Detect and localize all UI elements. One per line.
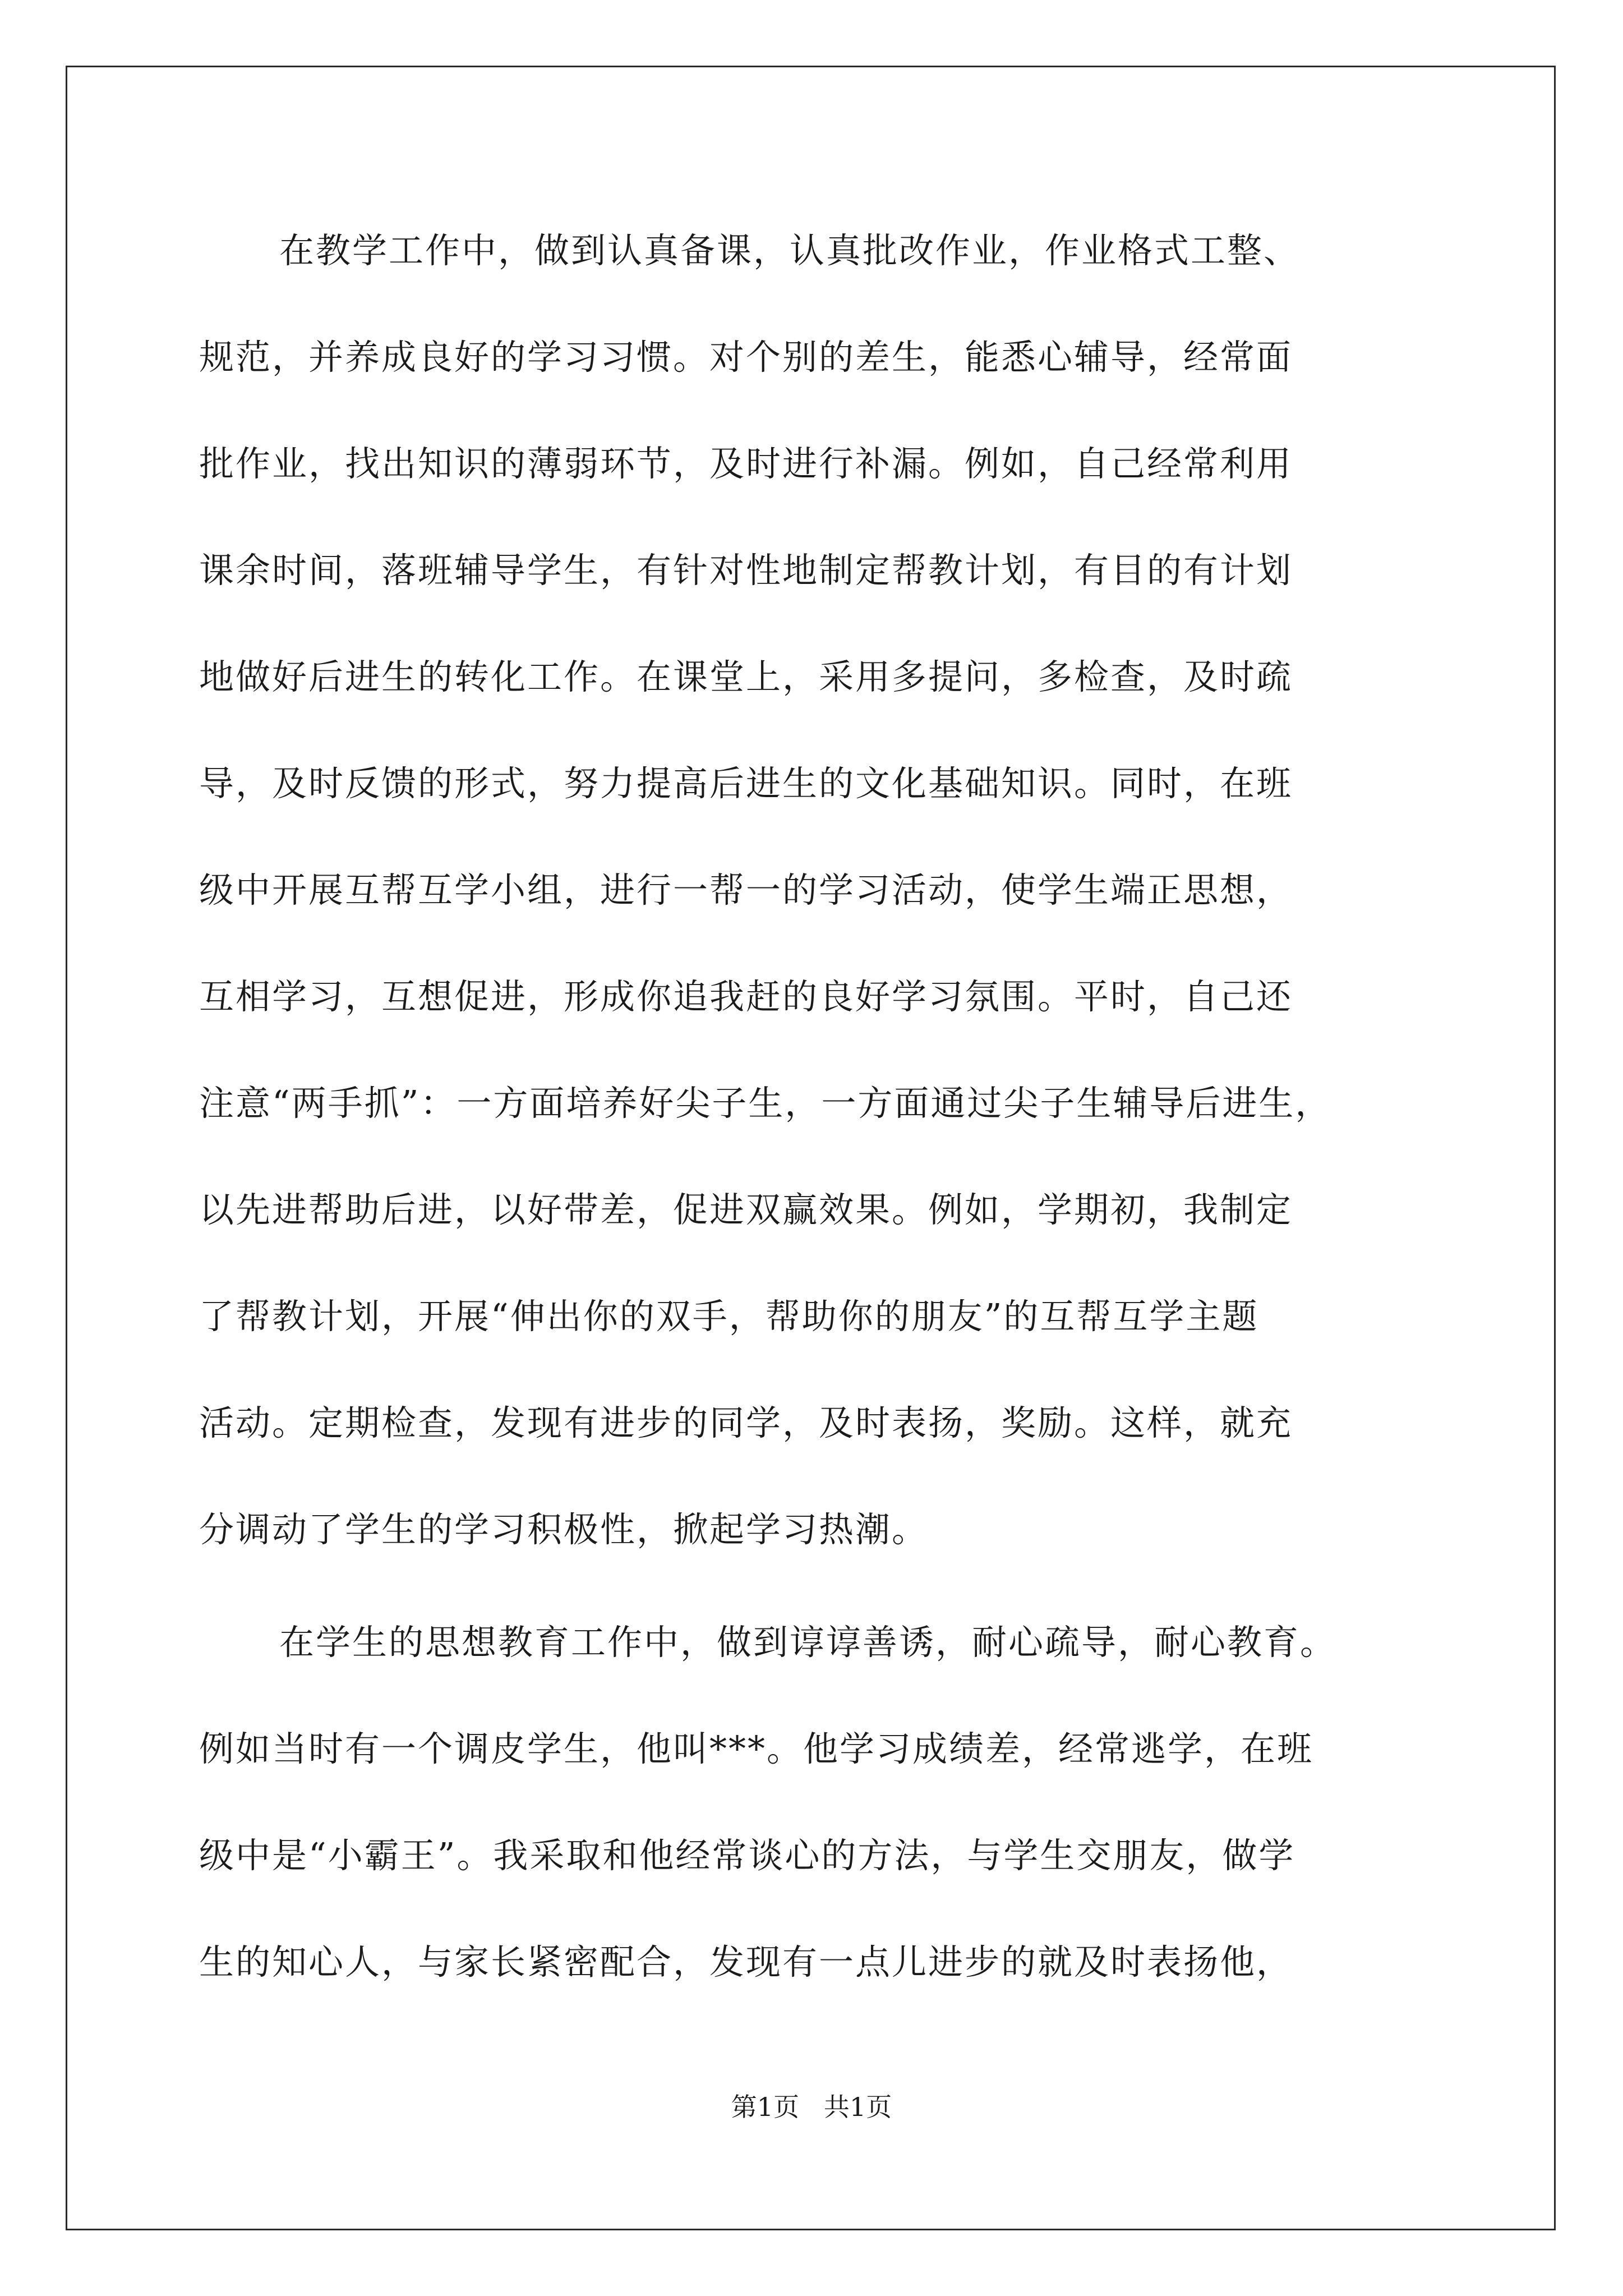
paragraph-line: 活动。定期检查，发现有进步的同学，及时表扬，奖励。这样，就充 <box>199 1402 1293 1443</box>
paragraph-line: 在教学工作中，做到认真备课，认真批改作业，作业格式工整、 <box>279 230 1301 271</box>
paragraph-line: 级中是“小霸王”。我采取和他经常谈心的方法，与学生交朋友，做学 <box>199 1835 1295 1876</box>
paragraph-line: 在学生的思想教育工作中，做到谆谆善诱，耐心疏导，耐心教育。 <box>279 1622 1337 1663</box>
paragraph-line: 批作业，找出知识的薄弱环节，及时进行补漏。例如，自己经常利用 <box>199 443 1293 484</box>
paragraph-line: 以先进帮助后进，以好带差，促进双赢效果。例如，学期初，我制定 <box>199 1189 1293 1230</box>
page-number-footer: 第1页 共1页 <box>731 2092 892 2122</box>
paragraph-line: 级中开展互帮互学小组，进行一帮一的学习活动，使学生端正思想， <box>199 869 1293 910</box>
paragraph-line: 导，及时反馈的形式，努力提高后进生的文化基础知识。同时，在班 <box>199 763 1293 804</box>
paragraph-line: 分调动了学生的学习积极性，掀起学习热潮。 <box>199 1509 929 1550</box>
paragraph-line: 地做好后进生的转化工作。在课堂上，采用多提问，多检查，及时疏 <box>199 656 1293 697</box>
paragraph-line: 规范，并养成良好的学习习惯。对个别的差生，能悉心辅导，经常面 <box>199 337 1293 378</box>
paragraph-line: 生的知心人，与家长紧密配合，发现有一点儿进步的就及时表扬他， <box>199 1941 1293 1982</box>
paragraph-line: 例如当时有一个调皮学生，他叫***。他学习成绩差，经常逃学，在班 <box>199 1728 1314 1769</box>
paragraph-line: 互相学习，互想促进，形成你追我赶的良好学习氛围。平时，自己还 <box>199 976 1293 1017</box>
paragraph-line: 注意“两手抓”：一方面培养好尖子生，一方面通过尖子生辅导后进生， <box>199 1083 1332 1124</box>
paragraph-line: 课余时间，落班辅导学生，有针对性地制定帮教计划，有目的有计划 <box>199 550 1293 591</box>
page-border <box>66 66 1556 2230</box>
paragraph-line: 了帮教计划，开展“伸出你的双手，帮助你的朋友”的互帮互学主题 <box>199 1296 1259 1337</box>
